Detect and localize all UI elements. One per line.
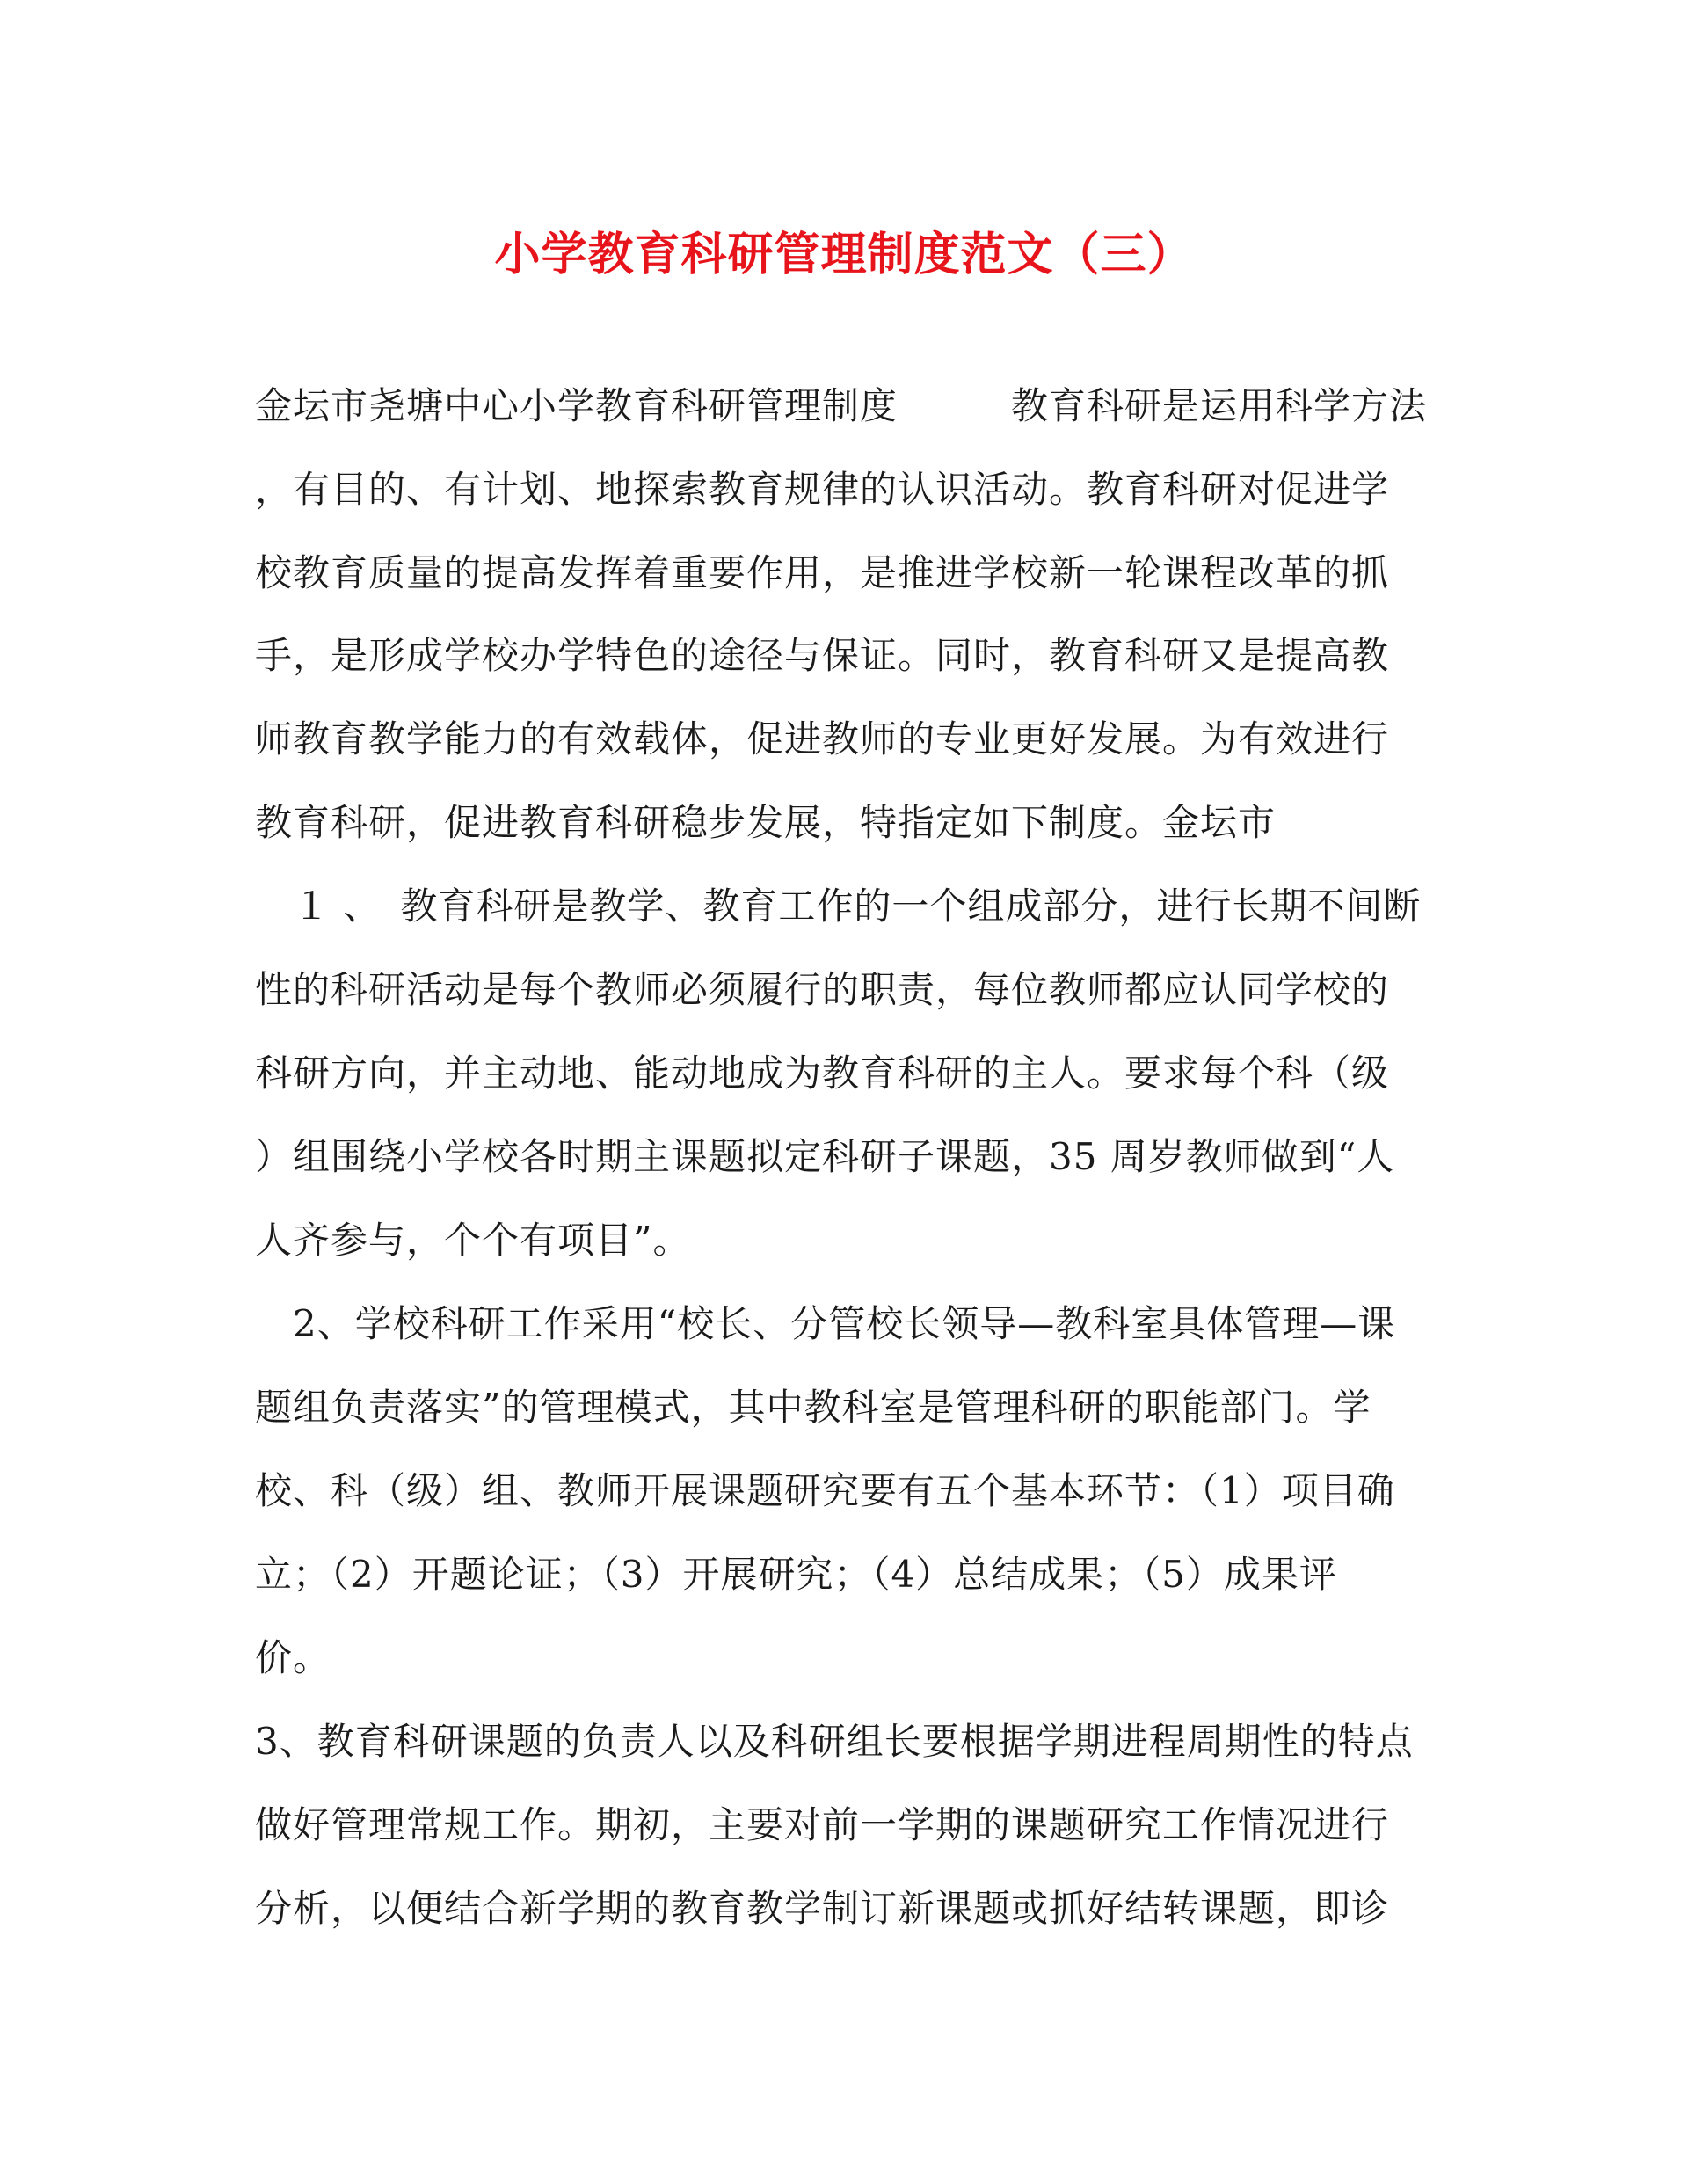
- body-line-11: 人齐参与，个个有项目”。: [255, 1219, 691, 1262]
- body-line-17: 3、教育科研课题的负责人以及科研组长要根据学期进程周期性的特点: [255, 1720, 1414, 1763]
- body-line-12: 2、学校科研工作采用“校长、分管校长领导—教科室具体管理—课: [255, 1302, 1396, 1345]
- body-line-14: 校、科（级）组、教师开展课题研究要有五个基本环节：（1）项目确: [255, 1469, 1395, 1512]
- body-line-2: ，有目的、有计划、地探索教育规律的认识活动。教育科研对促进学: [255, 468, 1390, 511]
- document-title: 小学教育科研管理制度范文（三）: [494, 228, 1194, 281]
- body-line-6: 教育科研，促进教育科研稳步发展，特指定如下制度。金坛市: [255, 801, 1277, 844]
- body-line-10: ）组围绕小学校各时期主课题拟定科研子课题，35 周岁教师做到“人: [255, 1135, 1395, 1178]
- body-line-9: 科研方向，并主动地、能动地成为教育科研的主人。要求每个科（级: [255, 1052, 1390, 1095]
- body-line-15: 立；（2）开题论证；（3）开展研究；（4）总结成果；（5）成果评: [255, 1553, 1337, 1596]
- body-line-18: 做好管理常规工作。期初，主要对前一学期的课题研究工作情况进行: [255, 1803, 1390, 1846]
- body-line-1: 金坛市尧塘中心小学教育科研管理制度 教育科研是运用科学方法: [255, 384, 1428, 427]
- body-line-16: 价。: [255, 1636, 331, 1679]
- body-line-13: 题组负责落实”的管理模式，其中教科室是管理科研的职能部门。学: [255, 1386, 1372, 1429]
- body-line-4: 手，是形成学校办学特色的途径与保证。同时，教育科研又是提高教: [255, 634, 1390, 677]
- body-line-7: １ 、 教育科研是教学、教育工作的一个组成部分，进行长期不间断: [255, 885, 1422, 928]
- body-line-19: 分析，以便结合新学期的教育教学制订新课题或抓好结转课题，即诊: [255, 1887, 1390, 1930]
- body-line-8: 性的科研活动是每个教师必须履行的职责，每位教师都应认同学校的: [255, 968, 1390, 1011]
- body-line-3: 校教育质量的提高发挥着重要作用，是推进学校新一轮课程改革的抓: [255, 551, 1390, 594]
- body-line-5: 师教育教学能力的有效载体，促进教师的专业更好发展。为有效进行: [255, 717, 1390, 761]
